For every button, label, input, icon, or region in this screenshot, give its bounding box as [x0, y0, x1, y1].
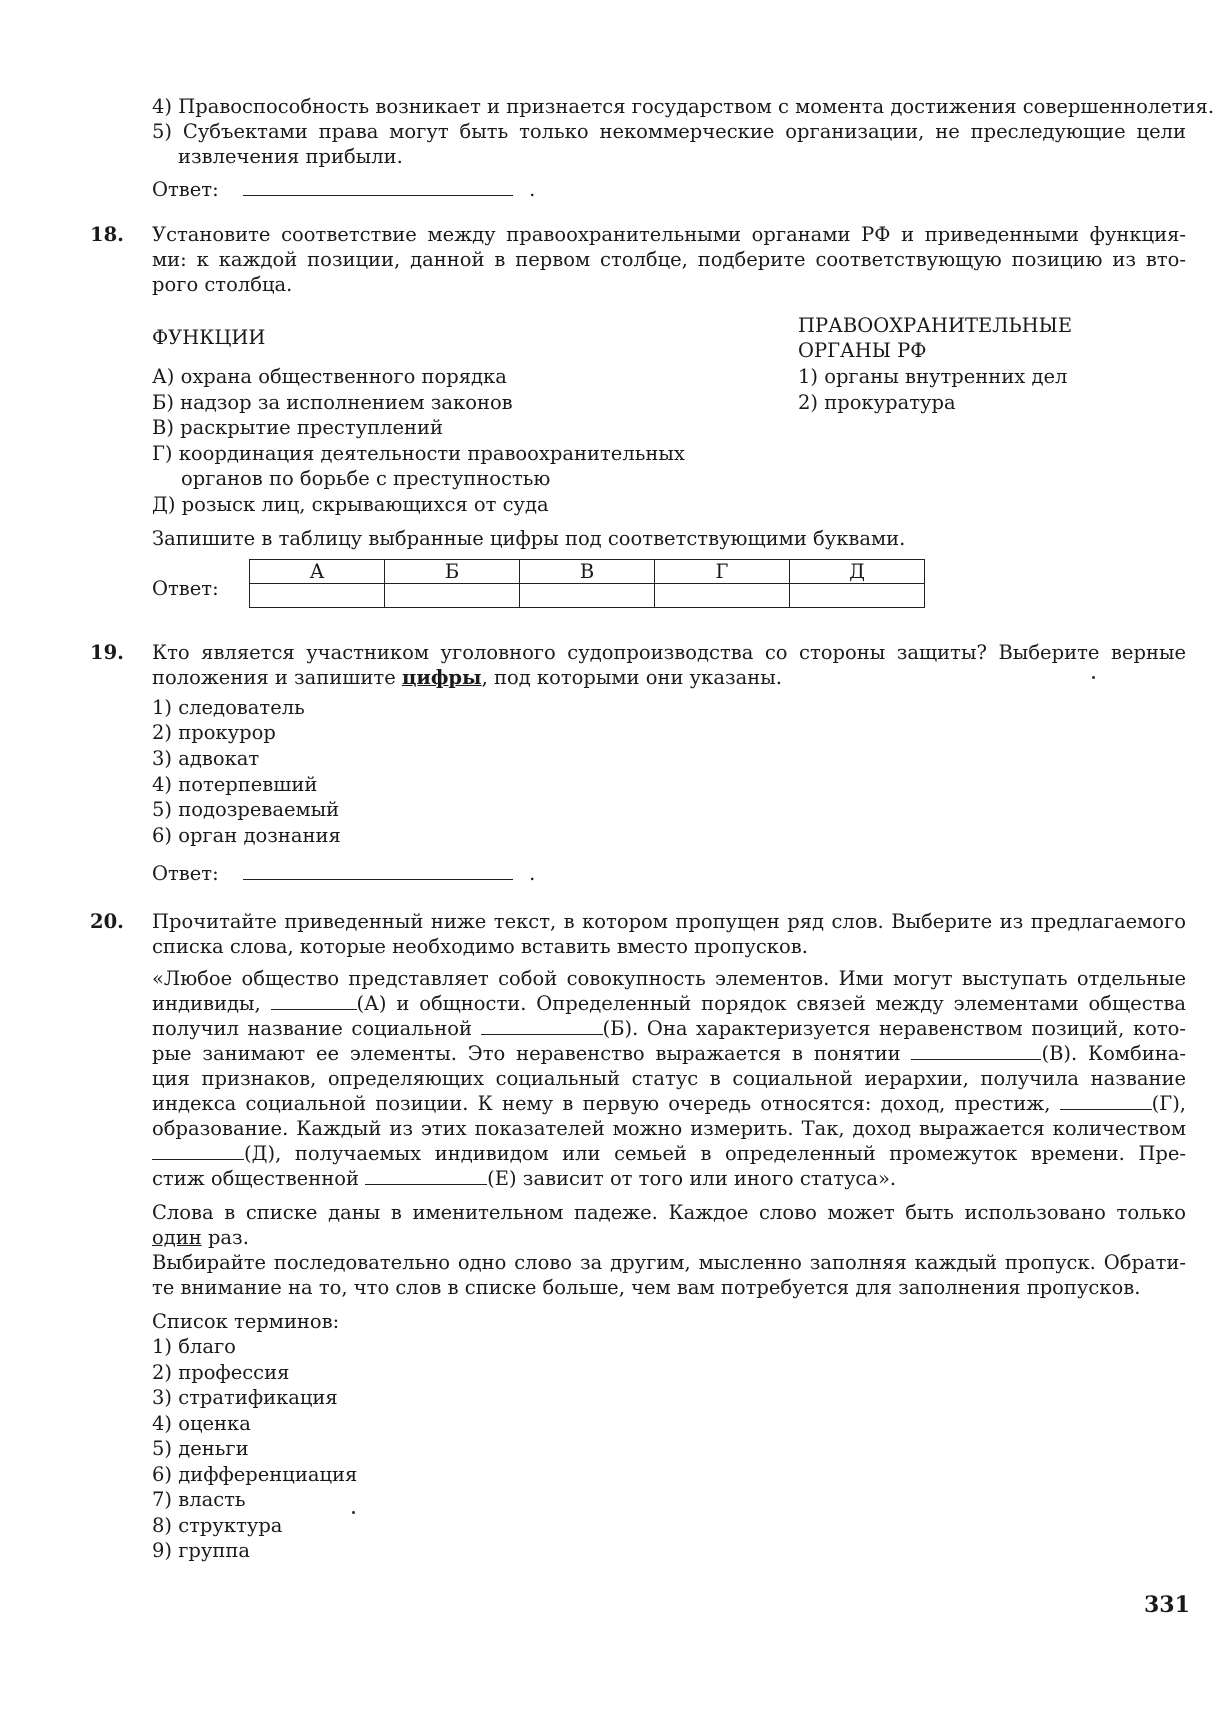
q20-text-line4: рые занимают ее элементы. Это неравенство выражается в понятии (В). Комбина-: [152, 1042, 1187, 1065]
q20-text-line5: ция признаков, определяющих социальный статус в социальной иерархии, получила название: [152, 1067, 1186, 1090]
q20-blank-d[interactable]: [152, 1141, 244, 1160]
q19-intro-text-after: , под которыми они указаны.: [481, 666, 782, 689]
q18-left-heading: ФУНКЦИИ: [152, 326, 266, 349]
q20-blank-v[interactable]: [911, 1041, 1041, 1060]
q20-text-line9: стиж общественной (Е) зависит от того или иного статуса».: [152, 1167, 897, 1190]
q20-text-line3: получил название социальной (Б). Она характеризуется неравенством позиций, кото-: [152, 1017, 1186, 1040]
q19-option-1: 1) следователь: [152, 696, 305, 719]
q18-answer-table: [249, 559, 925, 608]
q18-answer-cell-a[interactable]: [250, 584, 385, 608]
q18-answer-table-header: [250, 560, 925, 584]
q19-answer-label: Ответ:: [152, 862, 219, 885]
q20-blank-g[interactable]: [1060, 1091, 1152, 1110]
q18-answer-cell-d[interactable]: [790, 584, 925, 608]
q18-answer-table-inputs: [250, 584, 925, 608]
q17-answer-label: Ответ:: [152, 178, 219, 201]
q20-note-line4: те внимание на то, что слов в списке больше, чем вам потребуется для заполнения пропусков.: [152, 1276, 1141, 1299]
q18-intro-line3: рого столбца.: [152, 273, 293, 296]
q20-term-4: 4) оценка: [152, 1412, 251, 1435]
page-number: 331: [1144, 1592, 1190, 1618]
q20-text-line6: индекса социальной позиции. К нему в первую очередь относятся: доход, престиж, (Г),: [152, 1092, 1186, 1115]
q20-term-9: 9) группа: [152, 1539, 251, 1562]
q18-right-heading-line2: ОРГАНЫ РФ: [798, 339, 927, 362]
q19-number: 19.: [90, 641, 124, 664]
q20-intro-line1: Прочитайте приведенный ниже текст, в котором пропущен ряд слов. Выберите из предлагаемого: [152, 910, 1186, 933]
q20-blank-b[interactable]: [481, 1016, 603, 1035]
scan-speck: [352, 1511, 355, 1514]
q20-note-line1: Слова в списке даны в именительном падеже. Каждое слово может быть использовано только: [152, 1201, 1186, 1224]
q20-term-2: 2) профессия: [152, 1361, 290, 1384]
q20-term-1: 1) благо: [152, 1335, 236, 1358]
q19-option-5: 5) подозреваемый: [152, 798, 340, 821]
q20-term-3: 3) стратификация: [152, 1386, 338, 1409]
q18-intro-line1: Установите соответствие между правоохранительными органами РФ и приведенными функция-: [152, 223, 1186, 246]
q18-table-header-a: А: [250, 560, 385, 584]
q19-intro-line2: [152, 665, 782, 690]
q20-text-line7: образование. Каждый из этих показателей можно измерить. Так, доход выражается количеством: [152, 1117, 1186, 1140]
scan-speck: [1092, 676, 1095, 679]
q20-term-7: 7) власть: [152, 1488, 246, 1511]
q19-answer-blank[interactable]: [243, 861, 513, 880]
q18-function-g-line1: Г) координация деятельности правоохранительных: [152, 442, 685, 465]
q18-table-header-d: Д: [790, 560, 925, 584]
q18-answer-cell-b[interactable]: [385, 584, 520, 608]
q17-answer-blank[interactable]: [243, 177, 513, 196]
q17-answer-row: Ответ: .: [152, 178, 536, 201]
q18-instruction: Запишите в таблицу выбранные цифры под соответствующими буквами.: [152, 527, 906, 550]
q18-intro-line2: ми: к каждой позиции, данной в первом столбце, подберите соответствующую позицию из вто-: [152, 248, 1186, 271]
q19-answer-row: Ответ: .: [152, 862, 536, 885]
q18-function-v: В) раскрытие преступлений: [152, 416, 443, 439]
q19-intro-emphasis: цифры: [401, 666, 482, 689]
q20-terms-heading: Список терминов:: [152, 1310, 340, 1333]
q18-organ-1: 1) органы внутренних дел: [798, 365, 1068, 388]
q20-blank-e[interactable]: [365, 1166, 487, 1185]
q18-table-header-v: В: [520, 560, 655, 584]
q18-right-heading-line1: ПРАВООХРАНИТЕЛЬНЫЕ: [798, 314, 1073, 337]
q19-intro-line1: Кто является участником уголовного судопроизводства со стороны защиты? Выберите верные: [152, 641, 1186, 664]
q18-table-header-g: Г: [655, 560, 790, 584]
q18-function-g-line2: органов по борьбе с преступностью: [181, 467, 551, 490]
q18-answer-cell-v[interactable]: [520, 584, 655, 608]
q19-option-2: 2) прокурор: [152, 721, 276, 744]
q20-intro-line2: списка слова, которые необходимо вставить вместо пропусков.: [152, 935, 808, 958]
q18-number: 18.: [90, 223, 124, 246]
q19-intro-text-before: положения и запишите: [152, 666, 402, 689]
q18-organ-2: 2) прокуратура: [798, 391, 956, 414]
q18-function-d: Д) розыск лиц, скрывающихся от суда: [152, 493, 549, 516]
q20-text-line8: (Д), получаемых индивидом или семьей в определенный промежуток времени. Пре-: [152, 1141, 1186, 1166]
q20-text-line1: «Любое общество представляет собой совокупность элементов. Ими могут выступать отдельные: [152, 967, 1186, 990]
q20-note-line2: один раз.: [152, 1226, 249, 1249]
q20-term-6: 6) дифференциация: [152, 1463, 358, 1486]
q19-option-4: 4) потерпевший: [152, 773, 318, 796]
q20-number: 20.: [90, 910, 124, 933]
q18-function-a: А) охрана общественного порядка: [152, 365, 507, 388]
q19-option-6: 6) орган дознания: [152, 824, 341, 847]
q19-option-3: 3) адвокат: [152, 747, 260, 770]
q18-function-b: Б) надзор за исполнением законов: [152, 391, 513, 414]
q18-answer-label: Ответ:: [152, 577, 219, 600]
q20-text-line2: индивиды, (А) и общности. Определенный порядок связей между элементами общества: [152, 992, 1187, 1015]
q17-option-4: 4) Правоспособность возникает и признается государством с момента достижения совершеннолетия.: [152, 95, 1215, 118]
q18-answer-cell-g[interactable]: [655, 584, 790, 608]
q18-table-header-b: Б: [385, 560, 520, 584]
q20-blank-a[interactable]: [271, 991, 357, 1010]
q20-term-5: 5) деньги: [152, 1437, 249, 1460]
q20-term-8: 8) структура: [152, 1514, 283, 1537]
q20-note-line3: Выбирайте последовательно одно слово за другим, мысленно заполняя каждый пропуск. Обрати-: [152, 1251, 1186, 1274]
q17-option-5-line1: 5) Субъектами права могут быть только некоммерческие организации, не преследующие цели: [152, 120, 1186, 143]
q17-option-5-line2: извлечения прибыли.: [178, 145, 403, 168]
